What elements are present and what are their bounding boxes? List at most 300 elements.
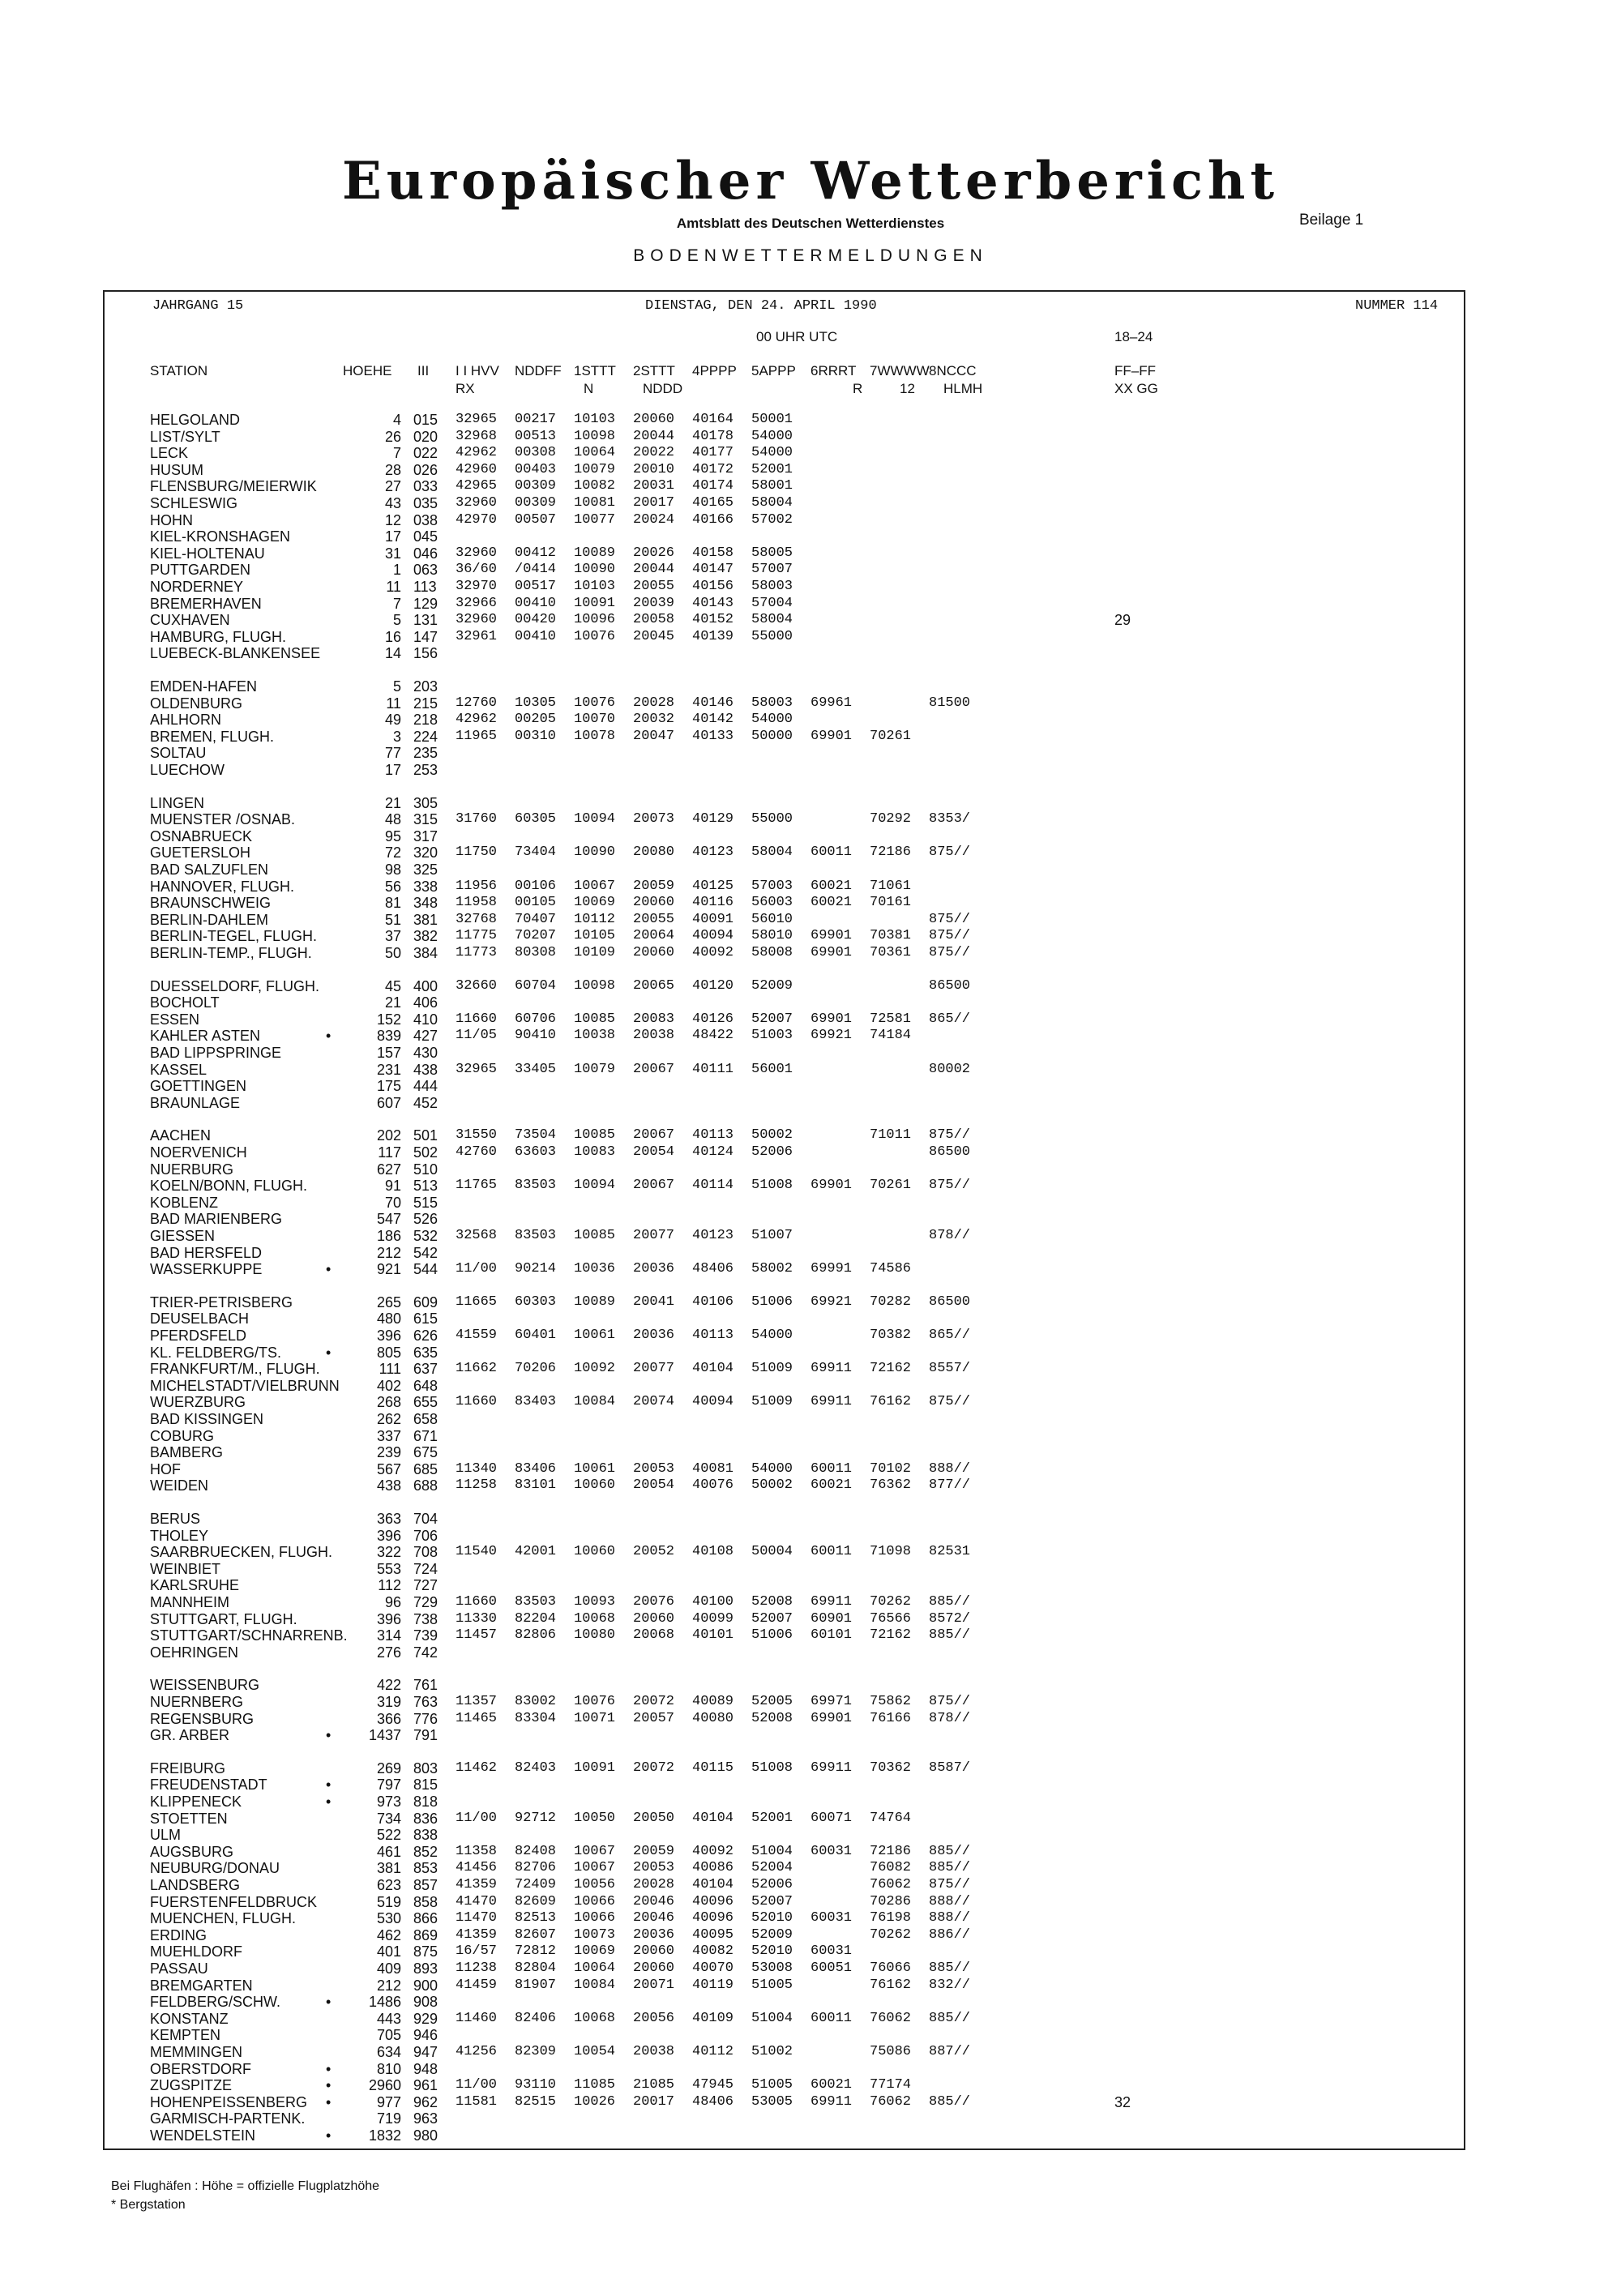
code-group: 10089 — [574, 545, 616, 561]
code-group: 60704 — [515, 977, 557, 994]
station-name: HELGOLAND — [150, 412, 241, 428]
code-group: 70261 — [870, 1178, 912, 1194]
table-row — [0, 1062, 1621, 1078]
code-group: 875// — [929, 1694, 971, 1709]
station-id: 685 — [413, 1460, 438, 1477]
code-group: 11/00 — [456, 2077, 498, 2093]
code-group: 20038 — [633, 2044, 675, 2059]
code-group: 54000 — [751, 445, 793, 461]
station-name: MUENSTER /OSNAB. — [150, 811, 296, 828]
code-group: 60031 — [810, 1843, 853, 1859]
code-group: 40114 — [692, 1178, 734, 1194]
code-group: 74764 — [870, 1810, 912, 1826]
station-height: 51 — [384, 911, 401, 928]
station-height: 175 — [376, 1078, 401, 1095]
station-id: 803 — [413, 1759, 438, 1777]
station-name: BREMEN, FLUGH. — [150, 728, 275, 745]
code-group: 69921 — [810, 1028, 853, 1044]
station-name: AHLHORN — [150, 712, 222, 729]
code-group: 20060 — [633, 1610, 675, 1627]
station-height: 17 — [384, 528, 401, 545]
code-group: 72186 — [870, 844, 912, 861]
station-id: 147 — [413, 628, 438, 645]
station-name: WEIDEN — [150, 1477, 208, 1494]
station-height: 396 — [376, 1527, 401, 1544]
station-height: 623 — [376, 1877, 401, 1893]
station-height: 26 — [384, 428, 401, 445]
station-height: 14 — [384, 645, 401, 662]
code-group: 58010 — [751, 928, 793, 944]
code-group: 40165 — [692, 495, 734, 511]
station-height: 401 — [376, 1943, 401, 1960]
code-group: 69901 — [810, 1178, 853, 1194]
table-row — [0, 596, 1621, 612]
code-group: 60401 — [515, 1328, 557, 1343]
station-name: LIST/SYLT — [150, 428, 220, 445]
code-group: 82408 — [515, 1843, 557, 1859]
station-height: 239 — [376, 1444, 401, 1461]
station-height: 422 — [376, 1677, 401, 1694]
code-group: 32968 — [456, 428, 498, 444]
station-height: 567 — [376, 1460, 401, 1477]
code-group: 41359 — [456, 1926, 498, 1943]
table-row — [0, 862, 1621, 878]
code-group: 51004 — [751, 1843, 793, 1859]
code-group: 70161 — [870, 895, 912, 911]
code-group: 875// — [929, 844, 971, 861]
code-group: 70261 — [870, 728, 912, 744]
code-group: 20054 — [633, 1477, 675, 1494]
station-id: 761 — [413, 1677, 438, 1694]
code-group: 60305 — [515, 811, 557, 827]
code-group: 00205 — [515, 712, 557, 728]
code-group: 54000 — [751, 428, 793, 444]
code-group: 10084 — [574, 1394, 616, 1410]
code-group: 11958 — [456, 895, 498, 911]
code-group: 47945 — [692, 2077, 734, 2093]
station-id: 609 — [413, 1293, 438, 1310]
code-group: 40116 — [692, 895, 734, 911]
table-row — [0, 1561, 1621, 1577]
code-group: 20073 — [633, 811, 675, 827]
code-group: 82706 — [515, 1860, 557, 1876]
station-id: 410 — [413, 1011, 438, 1028]
code-group: 00420 — [515, 612, 557, 628]
code-group: 93110 — [515, 2077, 557, 2093]
code-group: 60071 — [810, 1810, 853, 1826]
code-group: 10054 — [574, 2044, 616, 2059]
code-group: 50001 — [751, 412, 793, 427]
code-group: 20044 — [633, 428, 675, 444]
station-height: 21 — [384, 794, 401, 811]
code-group: 20072 — [633, 1694, 675, 1709]
code-group: 40178 — [692, 428, 734, 444]
station-name: LUEBECK-BLANKENSEE — [150, 645, 321, 662]
code-group: 40108 — [692, 1544, 734, 1560]
code-group: 10085 — [574, 1011, 616, 1027]
station-height: 231 — [376, 1061, 401, 1078]
table-row — [0, 1261, 1621, 1277]
station-name: KARLSRUHE — [150, 1577, 240, 1594]
station-height: 607 — [376, 1094, 401, 1111]
station-height: 48 — [384, 811, 401, 828]
page-subtitle: Amtsblatt des Deutschen Wetterdienstes — [676, 216, 945, 231]
code-group: 11358 — [456, 1843, 498, 1859]
station-height: 461 — [376, 1843, 401, 1860]
station-height: 337 — [376, 1427, 401, 1444]
station-name: AACHEN — [150, 1127, 212, 1144]
code-group: 20038 — [633, 1028, 675, 1044]
code-group: 20053 — [633, 1860, 675, 1876]
table-row — [0, 1411, 1621, 1427]
code-group: 82513 — [515, 1910, 557, 1926]
code-group: 32960 — [456, 495, 498, 511]
code-group: 70407 — [515, 911, 557, 927]
station-height: 5 — [392, 612, 401, 629]
code-group: 83403 — [515, 1394, 557, 1410]
station-id: 131 — [413, 612, 438, 629]
code-group: 70282 — [870, 1293, 912, 1310]
code-group: 11462 — [456, 1759, 498, 1776]
date-label: DIENSTAG, DEN 24. APRIL 1990 — [645, 298, 877, 314]
table-row — [0, 2061, 1621, 2077]
station-name: NOERVENICH — [150, 1144, 247, 1161]
table-row — [0, 1310, 1621, 1327]
code-group: 90410 — [515, 1028, 557, 1044]
code-group: 885// — [929, 1843, 971, 1859]
table-row — [0, 429, 1621, 445]
code-group: 20050 — [633, 1810, 675, 1826]
code-group: 20059 — [633, 878, 675, 894]
code-group: 11665 — [456, 1293, 498, 1310]
code-group: 76062 — [870, 2093, 912, 2110]
code-group: 10061 — [574, 1460, 616, 1477]
code-group: 70362 — [870, 1759, 912, 1776]
code-group: 20060 — [633, 1960, 675, 1976]
station-id: 962 — [413, 2093, 438, 2110]
code-group: 60031 — [810, 1943, 853, 1960]
station-height: 3 — [392, 728, 401, 745]
code-group: 00105 — [515, 895, 557, 911]
station-id: 857 — [413, 1877, 438, 1893]
code-group: 69961 — [810, 695, 853, 711]
code-group: 875// — [929, 928, 971, 944]
code-group: 10098 — [574, 428, 616, 444]
code-group: 10070 — [574, 712, 616, 728]
table-row — [0, 1127, 1621, 1144]
table-row — [0, 1444, 1621, 1460]
table-row — [0, 695, 1621, 712]
table-row — [0, 1960, 1621, 1977]
station-height: 70 — [384, 1194, 401, 1211]
station-name: KIEL-KRONSHAGEN — [150, 528, 291, 545]
station-height: 21 — [384, 994, 401, 1011]
code-group: 83406 — [515, 1460, 557, 1477]
table-row — [0, 945, 1621, 961]
code-group: 10064 — [574, 445, 616, 461]
station-id: 325 — [413, 862, 438, 878]
station-height: 530 — [376, 1910, 401, 1927]
code-group: 40091 — [692, 911, 734, 927]
code-group: 40111 — [692, 1061, 734, 1077]
table-row — [0, 1477, 1621, 1494]
station-id: 444 — [413, 1078, 438, 1095]
code-group: 76566 — [870, 1610, 912, 1627]
station-id: 438 — [413, 1061, 438, 1078]
code-group: 58003 — [751, 695, 793, 711]
station-id: 510 — [413, 1161, 438, 1178]
station-id: 818 — [413, 1794, 438, 1810]
station-name: SOLTAU — [150, 745, 207, 762]
code-group: 71011 — [870, 1127, 912, 1144]
mountain-station-marker: • — [326, 2060, 331, 2077]
table-row — [0, 1877, 1621, 1893]
code-group: 10080 — [574, 1627, 616, 1644]
code-group: 72812 — [515, 1943, 557, 1960]
supplement-label: Beilage 1 — [1299, 212, 1364, 229]
code-group: 10061 — [574, 1328, 616, 1343]
code-group: 52007 — [751, 1610, 793, 1627]
code-group: 72409 — [515, 1877, 557, 1892]
station-height: 49 — [384, 712, 401, 729]
station-name: PUTTGARDEN — [150, 562, 251, 579]
code-group: 10085 — [574, 1127, 616, 1144]
station-id: 791 — [413, 1727, 438, 1744]
station-id: 035 — [413, 495, 438, 511]
code-group: 10109 — [574, 945, 616, 960]
code-group: 82804 — [515, 1960, 557, 1976]
table-row — [0, 1245, 1621, 1261]
station-id: 763 — [413, 1694, 438, 1710]
station-name: BREMERHAVEN — [150, 595, 262, 612]
code-group: 55000 — [751, 628, 793, 644]
code-group: 52007 — [751, 1893, 793, 1909]
station-height: 366 — [376, 1710, 401, 1727]
table-row — [0, 1594, 1621, 1610]
station-id: 045 — [413, 528, 438, 545]
col-7wwww-sub: 12 — [900, 381, 915, 396]
code-group: 20060 — [633, 895, 675, 911]
code-group: 57007 — [751, 562, 793, 578]
code-group: 57004 — [751, 595, 793, 611]
code-group: 69911 — [810, 1394, 853, 1410]
table-row — [0, 1943, 1621, 1960]
code-group: 887// — [929, 2044, 971, 2059]
code-group: 20036 — [633, 1926, 675, 1943]
code-group: 69911 — [810, 1594, 853, 1610]
code-group: 10091 — [574, 1759, 616, 1776]
code-group: 40142 — [692, 712, 734, 728]
table-row — [0, 2011, 1621, 2027]
station-height: 519 — [376, 1893, 401, 1910]
station-height: 50 — [384, 945, 401, 961]
code-group: 41459 — [456, 1977, 498, 1993]
code-group: 52004 — [751, 1860, 793, 1876]
station-id: 338 — [413, 878, 438, 895]
code-group: 82531 — [929, 1544, 971, 1560]
code-group: 20017 — [633, 2093, 675, 2110]
code-group: 00517 — [515, 579, 557, 594]
code-group: 50002 — [751, 1477, 793, 1494]
code-group: 40099 — [692, 1610, 734, 1627]
station-height: 634 — [376, 2044, 401, 2060]
station-height: 268 — [376, 1394, 401, 1411]
table-row — [0, 495, 1621, 511]
station-height: 16 — [384, 628, 401, 645]
code-group: 40120 — [692, 977, 734, 994]
station-id: 815 — [413, 1777, 438, 1794]
station-height: 522 — [376, 1827, 401, 1844]
table-row — [0, 1794, 1621, 1810]
station-id: 852 — [413, 1843, 438, 1860]
hoehe-header: HOEHE — [343, 363, 392, 378]
code-group: 10083 — [574, 1144, 616, 1160]
table-row — [0, 545, 1621, 562]
col-1sttt-sub: N — [584, 381, 594, 396]
station-height: 12 — [384, 511, 401, 528]
table-row — [0, 1544, 1621, 1560]
code-group: 20010 — [633, 461, 675, 477]
code-group: 20059 — [633, 1843, 675, 1859]
code-group: 76062 — [870, 2010, 912, 2026]
code-group: 31550 — [456, 1127, 498, 1144]
code-group: 76066 — [870, 1960, 912, 1976]
code-group: 42970 — [456, 511, 498, 528]
code-group: 10096 — [574, 612, 616, 628]
station-id: 038 — [413, 511, 438, 528]
station-name: MEMMINGEN — [150, 2044, 242, 2060]
code-group: 56003 — [751, 895, 793, 911]
code-group: 60031 — [810, 1910, 853, 1926]
station-id: 063 — [413, 562, 438, 579]
station-name: BERLIN-TEMP., FLUGH. — [150, 945, 312, 961]
code-group: 10069 — [574, 895, 616, 911]
station-name: KAHLER ASTEN — [150, 1028, 261, 1045]
station-height: 56 — [384, 878, 401, 895]
station-name: OSNABRUECK — [150, 827, 253, 844]
code-group: 20067 — [633, 1061, 675, 1077]
code-group: 72581 — [870, 1011, 912, 1027]
code-group: 886// — [929, 1926, 971, 1943]
station-name: HOHN — [150, 511, 193, 528]
code-group: 20060 — [633, 1943, 675, 1960]
code-group: 10064 — [574, 1960, 616, 1976]
station-id: 648 — [413, 1377, 438, 1394]
station-id: 382 — [413, 928, 438, 945]
code-group: 20077 — [633, 1361, 675, 1377]
station-name: KLIPPENECK — [150, 1794, 242, 1810]
station-name: BRAUNLAGE — [150, 1094, 241, 1111]
code-group: 55000 — [751, 811, 793, 827]
table-row — [0, 1378, 1621, 1394]
footnote-mountain: * Bergstation — [111, 2198, 186, 2212]
code-group: 70292 — [870, 811, 912, 827]
code-group: 8557/ — [929, 1361, 971, 1377]
code-group: 11465 — [456, 1710, 498, 1726]
code-group: 40139 — [692, 628, 734, 644]
code-group: 11965 — [456, 728, 498, 744]
station-height: 212 — [376, 1977, 401, 1994]
table-row — [0, 1811, 1621, 1827]
code-group: 875// — [929, 945, 971, 960]
station-name: GIESSEN — [150, 1228, 216, 1244]
code-group: 50002 — [751, 1127, 793, 1144]
table-row — [0, 1328, 1621, 1344]
code-group: 52005 — [751, 1694, 793, 1709]
code-group: 888// — [929, 1460, 971, 1477]
code-group: 52001 — [751, 1810, 793, 1826]
station-id: 900 — [413, 1977, 438, 1994]
code-group: 40143 — [692, 595, 734, 611]
code-group: 40112 — [692, 2044, 734, 2059]
station-name: BAD KISSINGEN — [150, 1411, 264, 1427]
code-group: 875// — [929, 1178, 971, 1194]
code-group: 56010 — [751, 911, 793, 927]
code-group: 60011 — [810, 1544, 853, 1560]
code-group: 10098 — [574, 977, 616, 994]
station-height: 396 — [376, 1328, 401, 1344]
code-group: 10090 — [574, 562, 616, 578]
station-id: 033 — [413, 478, 438, 495]
code-group: 83503 — [515, 1178, 557, 1194]
code-group: 81907 — [515, 1977, 557, 1993]
station-id: 501 — [413, 1127, 438, 1144]
code-group: 40166 — [692, 511, 734, 528]
code-group: 10093 — [574, 1594, 616, 1610]
station-id: 348 — [413, 895, 438, 912]
code-group: 83503 — [515, 1228, 557, 1243]
code-group: 70102 — [870, 1460, 912, 1477]
code-group: 20046 — [633, 1910, 675, 1926]
table-row — [0, 579, 1621, 595]
station-id: 218 — [413, 712, 438, 729]
station-name: WEINBIET — [150, 1560, 221, 1577]
table-row — [0, 678, 1621, 695]
table-row — [0, 2044, 1621, 2060]
station-height: 81 — [384, 895, 401, 912]
code-group: 11/00 — [456, 1810, 498, 1826]
code-group: 16/57 — [456, 1943, 498, 1960]
code-group: 11773 — [456, 945, 498, 960]
code-group: 40158 — [692, 545, 734, 561]
station-height: 462 — [376, 1926, 401, 1943]
code-group: 32960 — [456, 545, 498, 561]
table-row — [0, 1045, 1621, 1061]
code-group: 10090 — [574, 844, 616, 861]
table-row — [0, 1644, 1621, 1661]
table-row — [0, 1777, 1621, 1793]
code-group: 20031 — [633, 478, 675, 494]
code-group: 41559 — [456, 1328, 498, 1343]
code-group: 69901 — [810, 1710, 853, 1726]
code-group: 00410 — [515, 595, 557, 611]
code-group: 70381 — [870, 928, 912, 944]
table-row — [0, 928, 1621, 944]
station-height: 152 — [376, 1011, 401, 1028]
code-group: 51007 — [751, 1228, 793, 1243]
code-group: 57003 — [751, 878, 793, 894]
code-group: 32965 — [456, 1061, 498, 1077]
code-group: 20083 — [633, 1011, 675, 1027]
code-group: 58001 — [751, 478, 793, 494]
code-group: 10094 — [574, 811, 616, 827]
code-group: 32966 — [456, 595, 498, 611]
code-group: 10073 — [574, 1926, 616, 1943]
station-id: 853 — [413, 1860, 438, 1877]
code-group: 40133 — [692, 728, 734, 744]
code-group: 48406 — [692, 2093, 734, 2110]
code-group: 40104 — [692, 1810, 734, 1826]
